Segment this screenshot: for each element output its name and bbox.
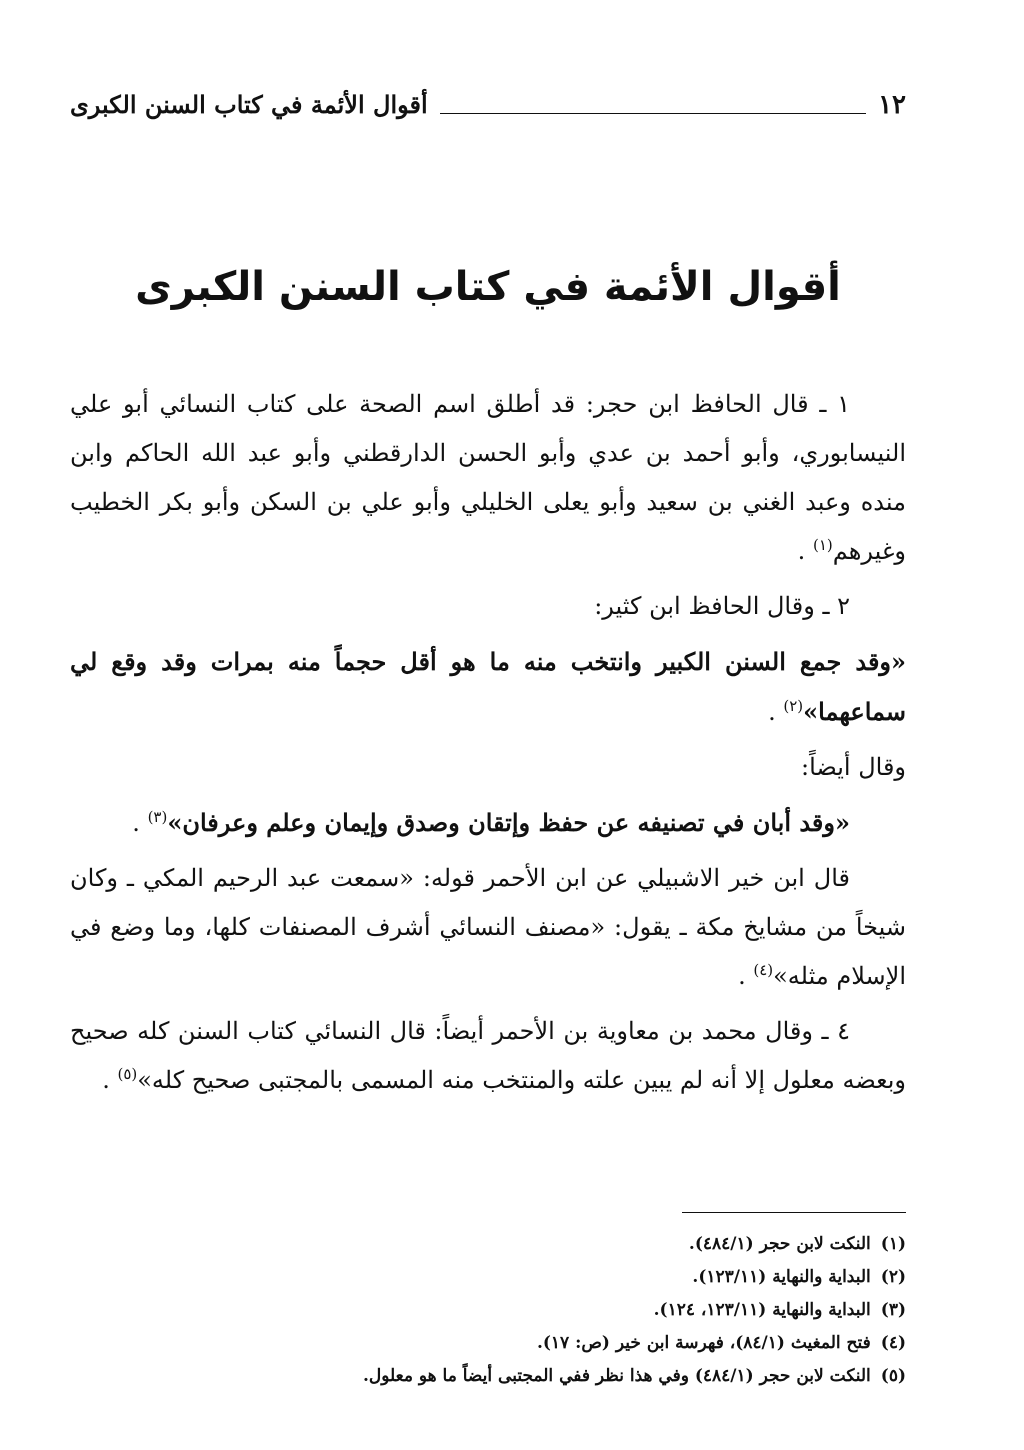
running-header [70,86,906,120]
footnote-ref-2: (٢) [783,697,804,715]
footnote-number: (٣) [880,1300,906,1320]
chapter-title: أقوال الأئمة في كتاب السنن الكبرى [135,264,841,310]
footnote-number: (٢) [880,1267,906,1287]
paragraph-text: وقال الحافظ ابن كثير: [594,592,815,620]
footnote-number: (٥) [880,1366,906,1386]
paragraph-text: قال الحافظ ابن حجر: قد أطلق اسم الصحة على كتاب النسائي أبو علي النيسابوري، وأبو أحمد بن عدي وأبو الحسن الدارقطني وأبو عبد الله الحاكم وابن منده وعبد الغني بن سعيد وأبو يعلى الخليلي وأبو علي بن السكن وأبو بكر الخطيب وغيرهم [70,390,906,565]
paragraph-end: . [132,809,140,837]
paragraph-1 [70,380,906,576]
header-rule [440,113,866,114]
footnote-text: النكت لابن حجر (٤٨٤/١). [688,1234,871,1254]
footnote-5 [106,1360,906,1393]
footnote-number: (٤) [880,1333,906,1353]
paragraph-text: «وقد أبان في تصنيفه عن حفظ وإتقان وصدق وإيمان وعلم وعرفان» [167,808,850,837]
paragraph-number: ١ ـ [819,390,850,418]
page-number: ١٢ [878,90,906,120]
paragraph-text: وقال أيضاً: [801,753,906,781]
paragraph-text: قال ابن خير الاشبيلي عن ابن الأحمر قوله: «سمعت عبد الرحيم المكي ـ وكان شيخاً من مشايخ مكة ـ يقول: «مصنف النسائي أشرف المصنفات كلها، وما وضع في الإسلام مثله» [70,864,906,990]
footnotes [106,1228,906,1393]
running-title: أقوال الأئمة في كتاب السنن الكبرى [70,90,428,119]
paragraph-end: . [797,537,806,565]
footnote-3 [106,1294,906,1327]
main-text [70,380,906,1111]
footnote-text: البداية والنهاية (١٢٣/١١، ١٢٤). [653,1300,871,1320]
footnote-ref-4: (٤) [753,961,774,979]
paragraph-end: . [102,1066,110,1094]
paragraph-text: وقال محمد بن معاوية بن الأحمر أيضاً: قال النسائي كتاب السنن كله صحيح وبعضه معلول إلا أنه لم يبين علته والمنتخب منه المسمى بالمجتبى صحيح كله» [70,1017,906,1094]
paragraph-4 [70,743,906,792]
footnote-1 [106,1228,906,1261]
paragraph-text: «وقد جمع السنن الكبير وانتخب منه ما هو أقل حجماً منه بمرات وقد وقع لي سماعهما» [70,647,906,726]
paragraph-3-quote [70,637,906,737]
footnote-ref-3: (٣) [147,808,168,826]
footnote-number: (١) [880,1234,906,1254]
footnote-text: فتح المغيث (٨٤/١)، فهرسة ابن خير (ص: ١٧). [536,1333,871,1353]
paragraph-end: . [768,698,776,726]
footnote-ref-5: (٥) [117,1065,138,1083]
paragraph-7 [70,1007,906,1105]
paragraph-5-quote [70,798,906,848]
footnote-ref-1: (١) [812,536,833,554]
paragraph-number: ٤ ـ [821,1017,850,1045]
footnote-4 [106,1327,906,1360]
footnote-text: النكت لابن حجر (٤٨٤/١) وفي هذا نظر ففي المجتبى أيضاً ما هو معلول. [362,1366,871,1386]
paragraph-end: . [738,962,746,990]
footnote-2 [106,1261,906,1294]
paragraph-number: ٢ ـ [822,592,850,620]
paragraph-2 [70,582,906,631]
footnote-separator [682,1212,906,1213]
paragraph-6 [70,854,906,1001]
footnote-text: البداية والنهاية (١٢٣/١١). [692,1267,871,1287]
